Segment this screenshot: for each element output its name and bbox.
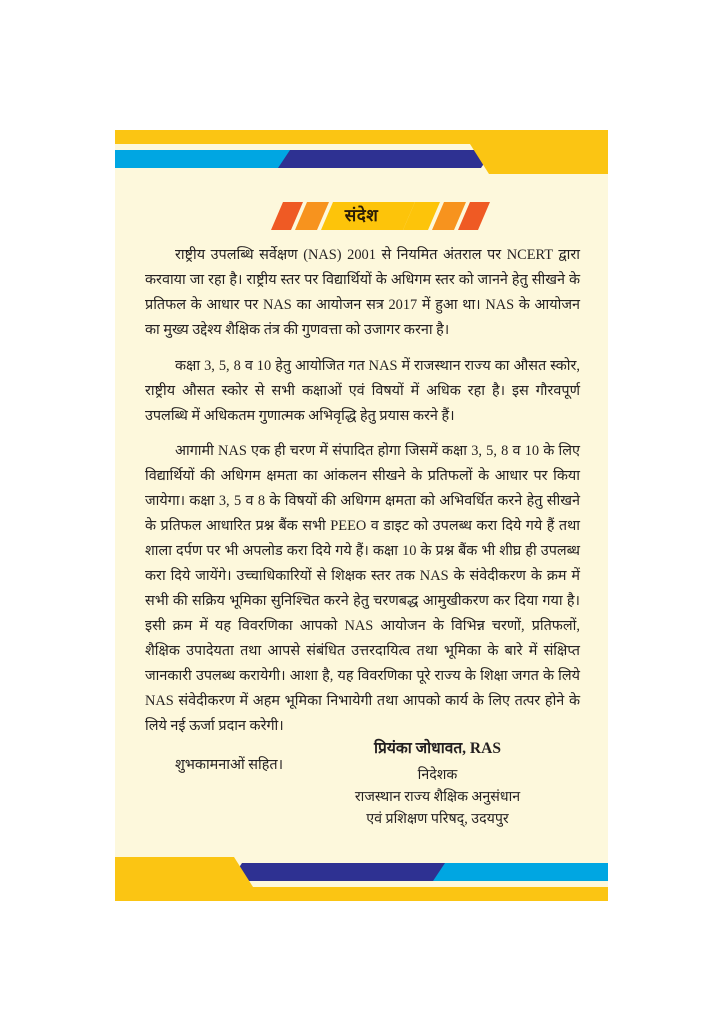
content-panel: [115, 130, 608, 901]
page-title: संदेश: [344, 206, 379, 225]
paragraph-2: कक्षा 3, 5, 8 व 10 हेतु आयोजित गत NAS में राजस्थान राज्य का औसत स्कोर, राष्ट्रीय औसत स्कोर से सभी कक्षाओं एवं विषयों में अधिक रहा है। इस गौरवपूर्ण उपलब्धि में अधिकतम गुणात्मक अभिवृद्धि हेतु प्रयास करने हैं।: [145, 357, 580, 424]
footer-decorative-band: [115, 841, 608, 901]
footer-cyan-stripe: [433, 863, 608, 881]
header-cyan-stripe: [115, 150, 290, 168]
signatory-organization-line-1: राजस्थान राज्य शैक्षिक अनुसंधान: [354, 789, 521, 805]
signatory-designation: निदेशक: [417, 767, 458, 783]
signature-block: [295, 736, 580, 830]
closing-line: शुभकामनाओं सहित।: [175, 756, 284, 773]
paragraph-1: राष्ट्रीय उपलब्धि सर्वेक्षण (NAS) 2001 से नियमित अंतराल पर NCERT द्वारा करवाया जा रहा है। राष्ट्रीय स्तर पर विद्यार्थियों के अधिगम स्तर को जानने हेतु सीखने के प्रतिफल के आधार पर NAS का आयोजन सत्र 2017 में हुआ था। NAS के आयोजन का मुख्य उद्देश्य शैक्षिक तंत्र की गुणवत्ता को उजागर करना है।: [145, 247, 580, 338]
header-yellow-top-shape: [115, 130, 608, 144]
signatory-organization-line-2: एवं प्रशिक्षण परिषद्, उदयपुर: [366, 811, 509, 827]
footer-yellow-top-shape: [115, 887, 608, 901]
header-navy-stripe: [263, 150, 493, 168]
title-banner: [115, 198, 608, 234]
message-body: [145, 243, 580, 788]
footer-yellow-wedge: [115, 857, 253, 887]
header-decorative-band: [115, 130, 608, 190]
footer-navy-stripe: [230, 863, 460, 881]
header-yellow-wedge: [470, 144, 608, 174]
signatory-name: प्रियंका जोधावत, RAS: [374, 740, 501, 757]
paragraph-3: आगामी NAS एक ही चरण में संपादित होगा जिसमें कक्षा 3, 5, 8 व 10 के लिए विद्यार्थियों की अधिगम क्षमता का आंकलन सीखने के प्रतिफलों के आधार पर किया जायेगा। कक्षा 3, 5 व 8 के विषयों की अधिगम क्षमता को अभिवर्धित करने हेतु सीखने के प्रतिफल आधारित प्रश्न बैंक सभी PEEO व डाइट को उपलब्ध करा दिये गये हैं तथा शाला दर्पण पर भी अपलोड करा दिये गये हैं। कक्षा 10 के प्रश्न बैंक भी शीघ्र ही उपलब्ध करा दिये जायेंगे। उच्चाधिकारियों से शिक्षक स्तर तक NAS के संवेदीकरण के क्रम में सभी की सक्रिय भूमिका सुनिश्चित करने हेतु चरणबद्ध आमुखीकरण कर दिया गया है। इसी क्रम में यह विवरणिका आपको NAS आयोजन के विभिन्न चरणों, प्रतिफलों, शैक्षिक उपादेयता तथा आपसे संबंधित उत्तरदायित्व तथा भूमिका के बारे में संक्षिप्त जानकारी उपलब्ध करायेगी। आशा है, यह विवरणिका पूरे राज्य के शिक्षा जगत के लिये NAS संवेदीकरण में अहम भूमिका निभायेगी तथा आपको कार्य के लिए तत्पर होने के लिये नई ऊर्जा प्रदान करेगी।: [145, 443, 580, 734]
